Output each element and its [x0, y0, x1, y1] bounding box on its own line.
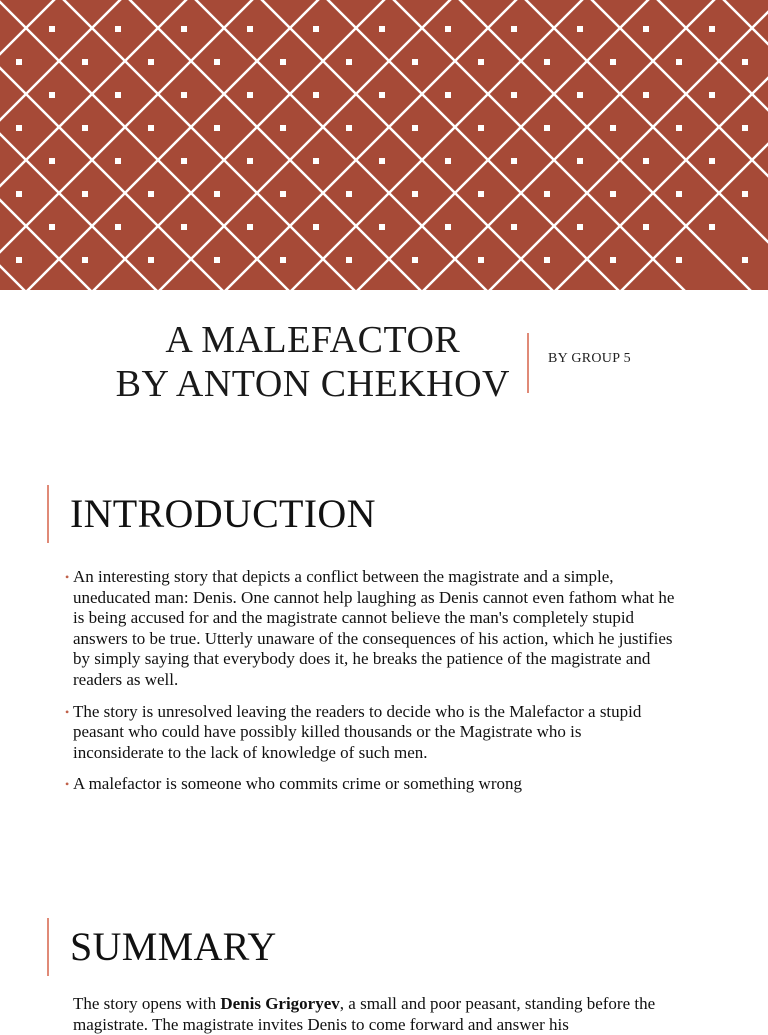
lattice-square: [346, 59, 352, 65]
lattice-square: [115, 224, 121, 230]
lattice-square: [313, 158, 319, 164]
bullet-item: [66, 567, 676, 691]
lattice-square: [16, 191, 22, 197]
lattice-square: [643, 92, 649, 98]
lattice-square: [82, 257, 88, 263]
title-line-1: A MALEFACTOR: [165, 319, 461, 361]
lattice-square: [16, 59, 22, 65]
lattice-square: [280, 125, 286, 131]
bullet-item: [66, 774, 676, 795]
lattice-square: [379, 158, 385, 164]
lattice-square: [445, 92, 451, 98]
lattice-square: [214, 59, 220, 65]
lattice-square: [115, 92, 121, 98]
lattice-square: [214, 257, 220, 263]
heading-accent-bar: [47, 918, 49, 976]
lattice-square: [313, 92, 319, 98]
lattice-square: [577, 26, 583, 32]
lattice-square: [181, 158, 187, 164]
lattice-square: [742, 257, 748, 263]
lattice-square: [412, 125, 418, 131]
lattice-square: [379, 26, 385, 32]
lattice-square: [478, 191, 484, 197]
lattice-square: [379, 224, 385, 230]
lattice-square: [346, 191, 352, 197]
summary-heading: SUMMARY: [70, 924, 277, 969]
heading-accent-bar: [47, 485, 49, 543]
lattice-square: [346, 125, 352, 131]
lattice-square: [49, 158, 55, 164]
lattice-square: [676, 191, 682, 197]
lattice-square: [643, 158, 649, 164]
lattice-square: [511, 158, 517, 164]
lattice-square: [742, 59, 748, 65]
lattice-square: [511, 26, 517, 32]
lattice-square: [181, 92, 187, 98]
lattice-square: [577, 158, 583, 164]
lattice-square: [511, 224, 517, 230]
lattice-square: [577, 224, 583, 230]
bullet-item: [66, 702, 676, 764]
lattice-square: [676, 59, 682, 65]
bullet-icon: •: [65, 777, 70, 792]
lattice-square: [115, 158, 121, 164]
lattice-square: [478, 59, 484, 65]
lattice-square: [280, 257, 286, 263]
lattice-square: [16, 125, 22, 131]
lattice-pattern: [0, 0, 768, 290]
lattice-square: [49, 224, 55, 230]
introduction-slide: [0, 485, 768, 845]
lattice-square: [346, 257, 352, 263]
lattice-square: [709, 224, 715, 230]
lattice-square: [445, 158, 451, 164]
lattice-square: [313, 26, 319, 32]
lattice-square: [544, 257, 550, 263]
decorative-pattern-banner: [0, 0, 768, 290]
lattice-square: [280, 59, 286, 65]
lattice-square: [610, 257, 616, 263]
summary-paragraph: [73, 994, 713, 1035]
lattice-square: [709, 158, 715, 164]
lattice-square: [379, 92, 385, 98]
lattice-square: [247, 158, 253, 164]
lattice-square: [676, 125, 682, 131]
lattice-square: [82, 191, 88, 197]
lattice-square: [148, 257, 154, 263]
lattice-square: [247, 26, 253, 32]
lattice-square: [742, 125, 748, 131]
lattice-square: [148, 125, 154, 131]
introduction-heading: INTRODUCTION: [70, 491, 376, 536]
lattice-square: [478, 257, 484, 263]
bullet-text: An interesting story that depicts a conflict between the magistrate and a simple, uneducated man: Denis. One cannot help laughing as Denis cannot even fathom what he is being accused for and the magistrate cannot believe the man's completely stupid answers to be true. Utterly unaware of the consequences of his action, which he justifies by simply saying that everybody does it, he breaks the patience of the magistrate and readers as well.: [73, 567, 675, 689]
lattice-square: [115, 26, 121, 32]
lattice-square: [544, 125, 550, 131]
banner-background: [0, 0, 768, 290]
presentation-subtitle: BY GROUP 5: [548, 351, 631, 366]
lattice-square: [577, 92, 583, 98]
lattice-square: [49, 26, 55, 32]
lattice-square: [412, 191, 418, 197]
lattice-square: [148, 59, 154, 65]
lattice-square: [709, 26, 715, 32]
bullet-text: A malefactor is someone who commits crime or something wrong: [73, 774, 522, 794]
lattice-square: [412, 59, 418, 65]
lattice-square: [247, 92, 253, 98]
lattice-square: [511, 92, 517, 98]
summary-slide: [0, 918, 768, 1034]
bullet-text: The story is unresolved leaving the readers to decide who is the Malefactor a stupid peasant who could have possibly killed thousands or the Magistrate who is inconsiderate to the lack of knowledge of such men.: [73, 701, 642, 762]
summary-text-end: , a small and poor peasant, standing before the magistrate. The magistrate invites Denis to come forward and answer his: [73, 994, 656, 1034]
lattice-square: [16, 257, 22, 263]
lattice-square: [478, 125, 484, 131]
lattice-square: [445, 224, 451, 230]
title-slide: [0, 290, 768, 440]
lattice-square: [676, 257, 682, 263]
lattice-square: [610, 191, 616, 197]
lattice-square: [148, 191, 154, 197]
summary-text-start: The story opens with: [73, 994, 221, 1013]
lattice-square: [247, 224, 253, 230]
bullet-icon: •: [65, 704, 70, 719]
lattice-square: [280, 191, 286, 197]
lattice-square: [82, 59, 88, 65]
lattice-square: [49, 92, 55, 98]
lattice-square: [709, 92, 715, 98]
lattice-square: [313, 224, 319, 230]
title-line-2: BY ANTON CHEKHOV: [115, 363, 510, 405]
title-divider: [527, 333, 529, 393]
lattice-square: [643, 26, 649, 32]
lattice-square: [412, 257, 418, 263]
bullet-icon: •: [65, 570, 70, 584]
presentation-title: [116, 318, 510, 406]
lattice-square: [610, 125, 616, 131]
lattice-square: [544, 191, 550, 197]
lattice-square: [181, 26, 187, 32]
lattice-square: [742, 191, 748, 197]
lattice-square: [214, 125, 220, 131]
lattice-square: [610, 59, 616, 65]
summary-character-name: Denis Grigoryev: [220, 994, 340, 1013]
lattice-square: [445, 26, 451, 32]
lattice-square: [544, 59, 550, 65]
lattice-square: [214, 191, 220, 197]
introduction-bullet-list: [66, 567, 676, 806]
lattice-square: [82, 125, 88, 131]
lattice-square: [181, 224, 187, 230]
lattice-square: [643, 224, 649, 230]
